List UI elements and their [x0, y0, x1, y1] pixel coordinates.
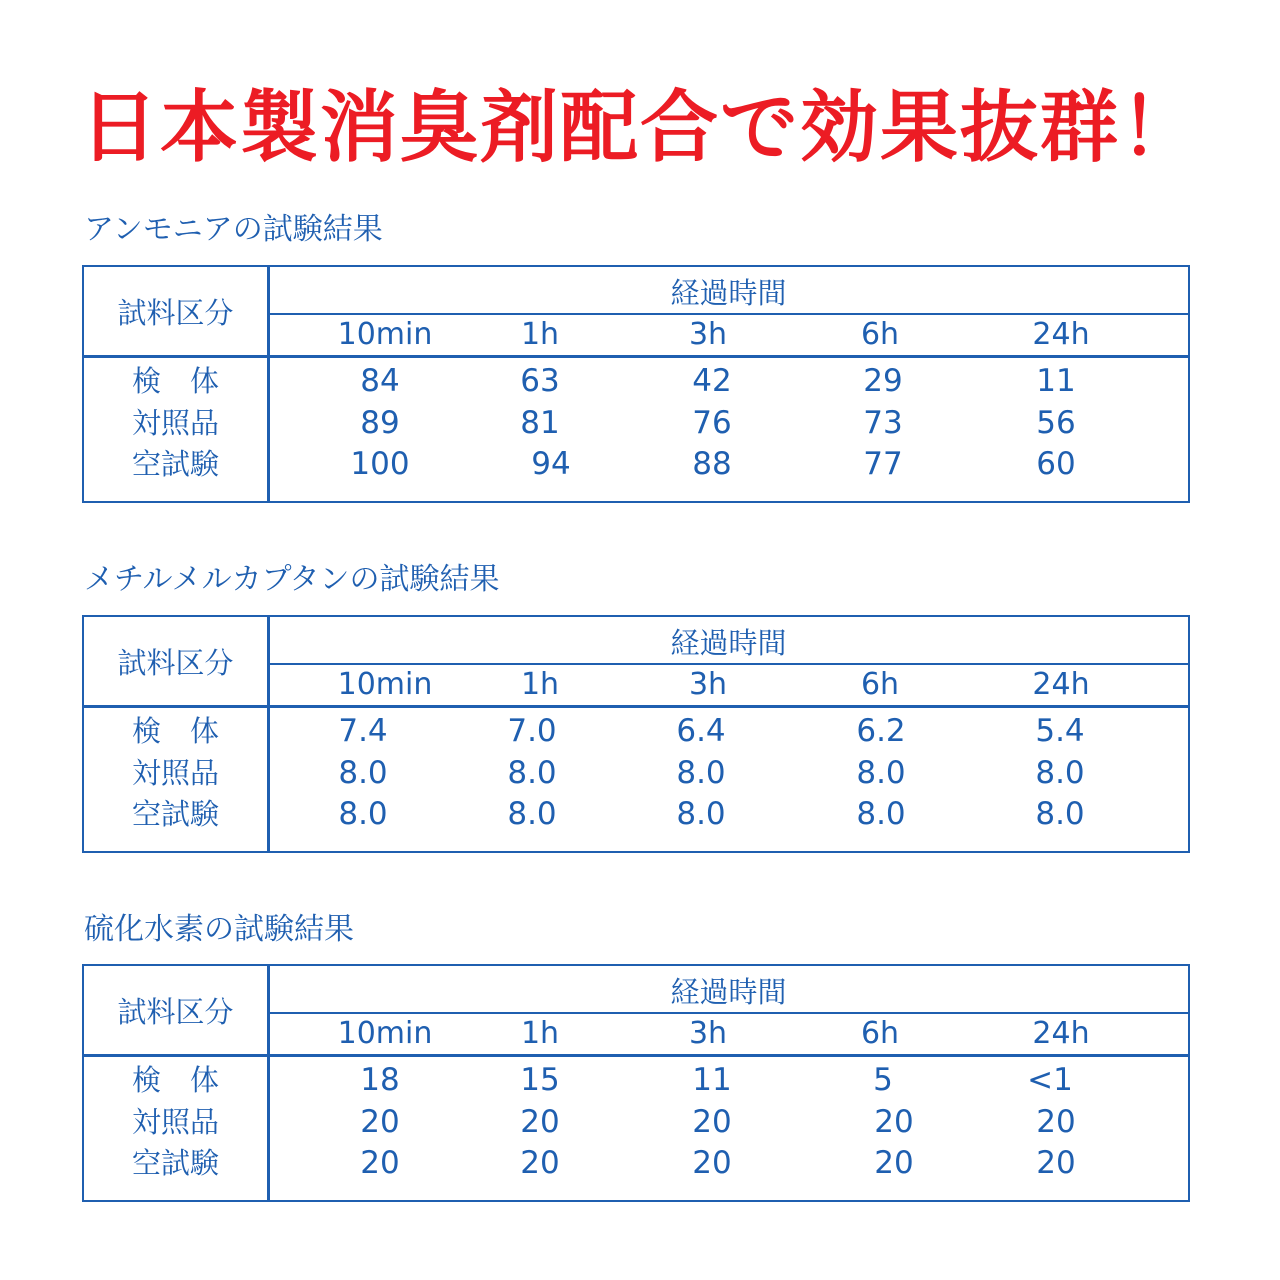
value-cell: 20: [360, 1104, 400, 1140]
headline: 日本製消臭剤配合で効果抜群！: [79, 83, 1200, 173]
value-cell: 7.0: [507, 713, 557, 749]
value-cell: 6.4: [676, 713, 726, 749]
value-cell: 8.0: [1035, 796, 1085, 832]
value-cell: <1: [1027, 1062, 1073, 1098]
value-cell: 100: [350, 446, 410, 482]
value-cell: 20: [360, 1145, 400, 1181]
time-header: 経過時間: [670, 625, 787, 660]
table-row: [84, 443, 1188, 485]
results-table: [82, 615, 1190, 853]
time-column-header: 24h: [1032, 1016, 1090, 1051]
time-column-header: 3h: [688, 317, 728, 352]
table-row: [84, 752, 1188, 794]
row-label: 空試験: [131, 447, 219, 481]
row-label: 検 体: [131, 714, 219, 748]
value-cell: 8.0: [338, 796, 388, 832]
time-column-header: 3h: [688, 667, 728, 702]
time-column-header: 24h: [1032, 317, 1090, 352]
value-cell: 11: [692, 1062, 732, 1098]
value-cell: 63: [520, 363, 560, 399]
sample-header: 試料区分: [117, 994, 234, 1029]
row-label: 空試験: [131, 797, 219, 831]
time-header: 経過時間: [670, 275, 787, 310]
value-cell: 56: [1036, 405, 1076, 441]
table-row: [84, 1101, 1188, 1143]
table-row: [84, 402, 1188, 444]
time-column-header: 24h: [1032, 667, 1090, 702]
value-cell: 94: [531, 446, 571, 482]
value-cell: 8.0: [856, 755, 906, 791]
value-cell: 20: [874, 1145, 914, 1181]
value-cell: 20: [1036, 1104, 1076, 1140]
value-cell: 88: [692, 446, 732, 482]
time-column-header: 6h: [860, 1016, 900, 1051]
value-cell: 42: [692, 363, 732, 399]
section-title: アンモニアの試験結果: [84, 212, 383, 247]
table-row: [84, 1142, 1188, 1184]
time-column-header: 1h: [520, 667, 560, 702]
value-cell: 8.0: [856, 796, 906, 832]
value-cell: 8.0: [1035, 755, 1085, 791]
time-column-header: 10min: [337, 667, 433, 702]
value-cell: 20: [692, 1145, 732, 1181]
value-cell: 5: [873, 1062, 893, 1098]
table-row: [84, 1059, 1188, 1101]
time-column-header: 3h: [688, 1016, 728, 1051]
sample-header: 試料区分: [117, 295, 234, 330]
value-cell: 20: [692, 1104, 732, 1140]
table-row: [84, 793, 1188, 835]
value-cell: 84: [360, 363, 400, 399]
value-cell: 5.4: [1035, 713, 1085, 749]
value-cell: 20: [520, 1145, 560, 1181]
section-title: メチルメルカプタンの試験結果: [84, 562, 500, 597]
value-cell: 18: [360, 1062, 400, 1098]
value-cell: 7.4: [338, 713, 388, 749]
row-label: 空試験: [131, 1146, 219, 1180]
value-cell: 20: [874, 1104, 914, 1140]
value-cell: 8.0: [507, 755, 557, 791]
row-label: 検 体: [131, 364, 219, 398]
value-cell: 29: [863, 363, 903, 399]
sample-header: 試料区分: [117, 645, 234, 680]
value-cell: 77: [863, 446, 903, 482]
results-table: [82, 265, 1190, 503]
table-row: [84, 360, 1188, 402]
value-cell: 81: [520, 405, 560, 441]
row-label: 検 体: [131, 1063, 219, 1097]
section-title: 硫化水素の試験結果: [84, 912, 354, 947]
value-cell: 76: [692, 405, 732, 441]
time-column-header: 1h: [520, 317, 560, 352]
time-header: 経過時間: [670, 974, 787, 1009]
value-cell: 20: [520, 1104, 560, 1140]
time-column-header: 6h: [860, 667, 900, 702]
value-cell: 89: [360, 405, 400, 441]
value-cell: 15: [520, 1062, 560, 1098]
value-cell: 11: [1036, 363, 1076, 399]
value-cell: 20: [1036, 1145, 1076, 1181]
value-cell: 8.0: [676, 755, 726, 791]
value-cell: 8.0: [338, 755, 388, 791]
value-cell: 8.0: [676, 796, 726, 832]
time-column-header: 6h: [860, 317, 900, 352]
row-label: 対照品: [131, 756, 219, 790]
row-label: 対照品: [131, 406, 219, 440]
row-label: 対照品: [131, 1105, 219, 1139]
table-row: [84, 710, 1188, 752]
value-cell: 73: [863, 405, 903, 441]
value-cell: 6.2: [856, 713, 906, 749]
results-table: [82, 964, 1190, 1202]
value-cell: 60: [1036, 446, 1076, 482]
value-cell: 8.0: [507, 796, 557, 832]
time-column-header: 1h: [520, 1016, 560, 1051]
time-column-header: 10min: [337, 317, 433, 352]
time-column-header: 10min: [337, 1016, 433, 1051]
